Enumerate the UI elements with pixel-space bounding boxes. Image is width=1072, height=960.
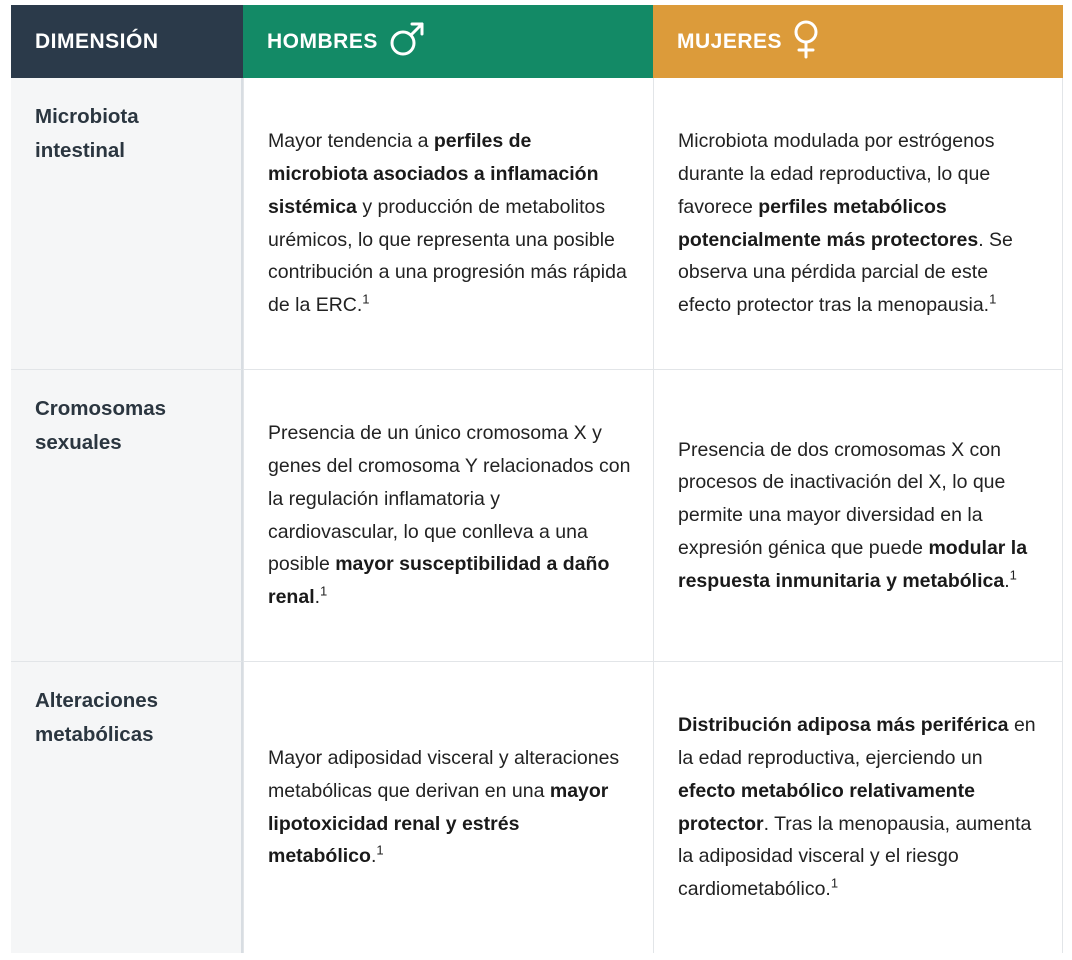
male-symbol-icon [388,20,426,64]
women-text-cromosomas [678,434,1042,598]
text-segment: . [314,586,321,609]
reference-superscript: 1 [362,291,370,307]
header-women [653,5,1063,78]
text-segment: en la edad reproductiva, ejerciendo un [678,714,1036,769]
women-text-alteraciones [678,709,1042,906]
text-segment: Presencia de dos cromosomas X con procesos de inactivación del X, lo que permite una mayor diversidad en la expresión génica que puede [678,438,1006,559]
text-segment: y producción de metabolitos urémicos, lo que representa una posible contribución a una progresión más rápida de la ERC. [268,195,627,317]
header-women-label: MUJERES [677,29,783,53]
bold-text-segment: Distribución adiposa más periférica [678,714,1009,737]
women-text-microbiota [678,125,1042,322]
row-women-cromosomas [653,370,1063,662]
header-dimension [11,5,243,78]
header-men [243,5,653,78]
bold-text-segment: mayor lipotoxicidad renal y estrés metabólico [268,779,609,868]
row-women-alteraciones [653,662,1063,953]
bold-text-segment: modular la respuesta inmunitaria y metabólica [678,536,1028,592]
text-segment: . Tras la menopausia, aumenta la adiposidad visceral y el riesgo cardiometabólico. [678,812,1032,901]
comparison-table [11,5,1063,953]
men-text-cromosomas [268,417,633,614]
reference-superscript: 1 [830,875,839,891]
bold-text-segment: mayor susceptibilidad a daño renal [268,553,610,609]
reference-superscript: 1 [376,842,384,858]
men-text-alteraciones [268,742,633,873]
reference-superscript: 1 [320,583,328,599]
header-dimension-label: DIMENSIÓN [35,29,159,53]
reference-superscript: 1 [1009,567,1017,583]
text-segment: Mayor adiposidad visceral y alteraciones metabólicas que derivan en una [268,746,620,802]
reference-superscript: 1 [989,291,997,307]
row-dimension-alteraciones: Alteraciones metabólicas [11,662,243,953]
text-segment: Mayor tendencia a [268,130,434,153]
row-men-cromosomas [243,370,653,662]
row-men-alteraciones [243,662,653,953]
text-segment: . [1004,569,1010,592]
text-segment: Microbiota modulada por estrógenos durante la edad reproductiva, lo que favorece [678,130,995,218]
bold-text-segment: perfiles metabólicos potencialmente más protectores [678,195,979,251]
bold-text-segment: perfiles de microbiota asociados a inflamación sistémica [268,130,599,218]
row-dimension-microbiota: Microbiota intestinal [11,78,243,370]
row-men-microbiota [243,78,653,370]
bold-text-segment: efecto metabólico relativamente protector [678,779,975,835]
row-dimension-cromosomas: Cromosomas sexuales [11,370,243,662]
men-text-microbiota [268,125,633,322]
text-segment: Presencia de un único cromosoma X y genes del cromosoma Y relacionados con la regulación inflamatoria y cardiovascular, lo que conlleva a una posible [268,422,631,576]
text-segment: . [370,845,377,868]
female-symbol-icon [792,19,820,65]
row-women-microbiota [653,78,1063,370]
header-men-label: HOMBRES [267,29,378,53]
text-segment: . Se observa una pérdida parcial de este efecto protector tras la menopausia. [678,228,1013,317]
